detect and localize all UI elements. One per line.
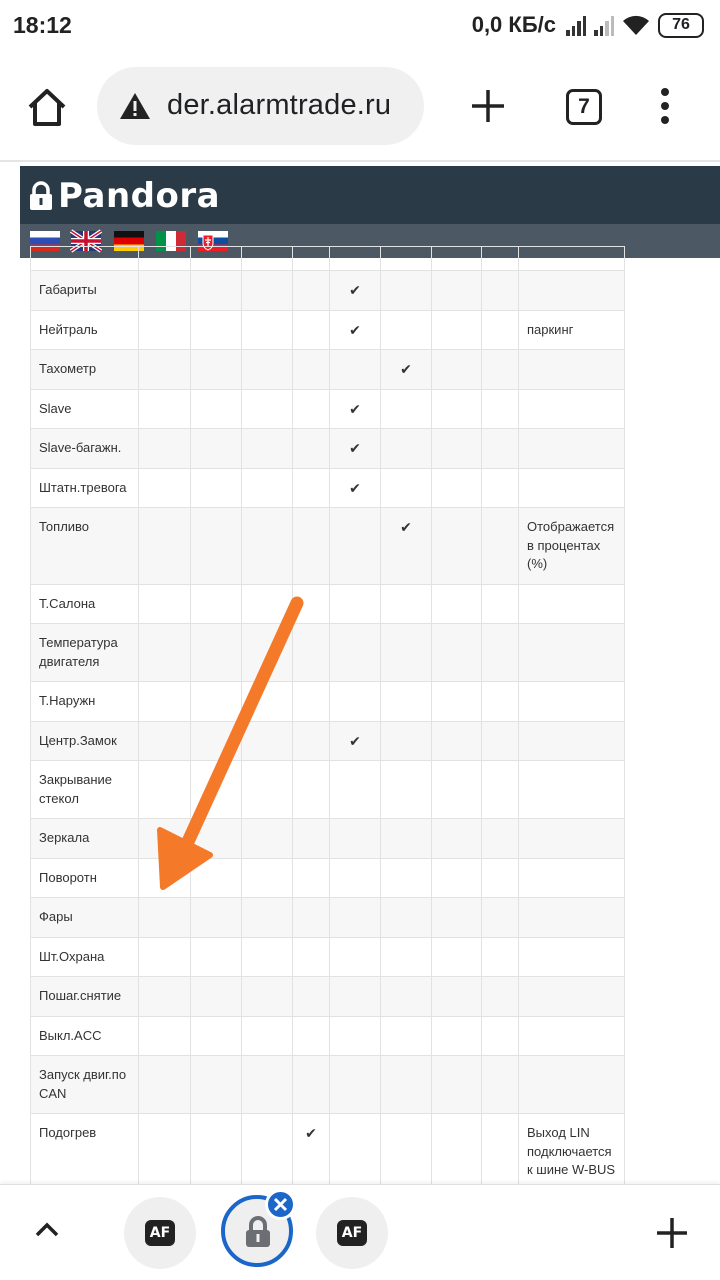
feature-name: Пошаг.снятие [31, 977, 139, 1017]
empty-cell [381, 1016, 432, 1056]
empty-cell [191, 350, 242, 390]
empty-cell [330, 247, 381, 271]
table-row [31, 1114, 625, 1191]
empty-cell [432, 584, 482, 624]
empty-cell [293, 624, 330, 682]
empty-cell [432, 858, 482, 898]
empty-cell [242, 858, 293, 898]
feature-note [519, 1056, 625, 1114]
empty-cell [293, 468, 330, 508]
empty-cell [330, 761, 381, 819]
empty-cell [139, 1114, 191, 1191]
feature-name: Тахометр [31, 350, 139, 390]
feature-note [519, 429, 625, 469]
empty-cell [293, 584, 330, 624]
close-icon [273, 1197, 288, 1212]
empty-cell [432, 721, 482, 761]
empty-cell [293, 1056, 330, 1114]
empty-cell [330, 682, 381, 722]
empty-cell [482, 898, 519, 938]
empty-cell [432, 389, 482, 429]
empty-cell [139, 858, 191, 898]
empty-cell [381, 310, 432, 350]
empty-cell [293, 858, 330, 898]
empty-cell [242, 1056, 293, 1114]
empty-cell [482, 310, 519, 350]
empty-cell [293, 682, 330, 722]
lock-icon [244, 1215, 272, 1249]
empty-cell [293, 389, 330, 429]
empty-cell [432, 624, 482, 682]
feature-note [519, 350, 625, 390]
empty-cell [293, 937, 330, 977]
check-icon: ✔ [330, 429, 381, 469]
feature-note [519, 858, 625, 898]
empty-cell [191, 898, 242, 938]
feature-name: Температура двигателя [31, 624, 139, 682]
empty-cell [242, 937, 293, 977]
empty-cell [293, 977, 330, 1017]
empty-cell [482, 584, 519, 624]
empty-cell [139, 310, 191, 350]
empty-cell [191, 937, 242, 977]
check-icon: ✔ [330, 310, 381, 350]
empty-cell [432, 429, 482, 469]
table-row [31, 858, 625, 898]
chevron-up-icon[interactable] [32, 1215, 62, 1245]
empty-cell [432, 898, 482, 938]
feature-note [519, 682, 625, 722]
empty-cell [381, 247, 432, 271]
tab-chip-3[interactable] [316, 1197, 388, 1269]
table-row [31, 271, 625, 311]
empty-cell [482, 624, 519, 682]
empty-cell [330, 977, 381, 1017]
empty-cell [139, 247, 191, 271]
empty-cell [191, 468, 242, 508]
feature-note [519, 271, 625, 311]
empty-cell [381, 858, 432, 898]
battery-indicator: 76 [658, 13, 704, 38]
empty-cell [482, 858, 519, 898]
table-row [31, 350, 625, 390]
empty-cell [242, 682, 293, 722]
feature-note: Отображается в процентах (%) [519, 508, 625, 585]
empty-cell [381, 819, 432, 859]
empty-cell [381, 429, 432, 469]
empty-cell [482, 937, 519, 977]
empty-cell [330, 858, 381, 898]
empty-cell [432, 1056, 482, 1114]
empty-cell [191, 858, 242, 898]
more-menu-icon[interactable] [655, 88, 675, 128]
empty-cell [242, 721, 293, 761]
feature-name: Фары [31, 898, 139, 938]
table-row [31, 761, 625, 819]
feature-name: Т.Салона [31, 584, 139, 624]
empty-cell [381, 761, 432, 819]
check-icon: ✔ [330, 468, 381, 508]
empty-cell [381, 937, 432, 977]
empty-cell [330, 1016, 381, 1056]
empty-cell [482, 761, 519, 819]
empty-cell [381, 898, 432, 938]
table-row [31, 624, 625, 682]
empty-cell [191, 1016, 242, 1056]
empty-cell [191, 624, 242, 682]
empty-cell [482, 271, 519, 311]
empty-cell [191, 247, 242, 271]
site-header [20, 166, 720, 224]
empty-cell [482, 977, 519, 1017]
empty-cell [191, 761, 242, 819]
feature-name: Шт.Охрана [31, 937, 139, 977]
empty-cell [191, 819, 242, 859]
empty-cell [191, 584, 242, 624]
feature-name: Закрывание стекол [31, 761, 139, 819]
table-row [31, 977, 625, 1017]
signal-icon [566, 14, 586, 36]
feature-name: Т.Наружн [31, 682, 139, 722]
feature-note [519, 937, 625, 977]
close-tab-badge[interactable] [265, 1189, 296, 1220]
empty-cell [482, 682, 519, 722]
table-row [31, 898, 625, 938]
empty-cell [330, 508, 381, 585]
add-tab-icon[interactable] [656, 1217, 688, 1249]
status-icons [472, 12, 704, 38]
empty-cell [242, 898, 293, 938]
empty-cell [242, 247, 293, 271]
empty-cell [191, 310, 242, 350]
empty-cell [191, 721, 242, 761]
feature-note [519, 761, 625, 819]
empty-cell [381, 1056, 432, 1114]
empty-cell [242, 429, 293, 469]
empty-cell [139, 819, 191, 859]
empty-cell [330, 1056, 381, 1114]
empty-cell [191, 389, 242, 429]
empty-cell [330, 937, 381, 977]
feature-note: Выход LIN подключается к шине W-BUS [519, 1114, 625, 1191]
table-row [31, 721, 625, 761]
empty-cell [139, 508, 191, 585]
empty-cell [330, 819, 381, 859]
check-icon: ✔ [381, 350, 432, 390]
empty-cell [293, 247, 330, 271]
empty-cell [242, 1016, 293, 1056]
table-row [31, 682, 625, 722]
empty-cell [330, 898, 381, 938]
empty-cell [293, 1016, 330, 1056]
feature-name: Габариты [31, 271, 139, 311]
empty-cell [191, 682, 242, 722]
feature-note [519, 977, 625, 1017]
warning-icon[interactable] [119, 91, 151, 121]
empty-cell [139, 389, 191, 429]
empty-cell [482, 721, 519, 761]
signal-2-icon [594, 14, 614, 36]
feature-name: Топливо [31, 508, 139, 585]
empty-cell [242, 271, 293, 311]
empty-cell [242, 508, 293, 585]
empty-cell [330, 584, 381, 624]
empty-cell [191, 1056, 242, 1114]
feature-note [519, 247, 625, 271]
feature-name: Зеркала [31, 819, 139, 859]
empty-cell [242, 819, 293, 859]
feature-note [519, 624, 625, 682]
empty-cell [482, 1114, 519, 1191]
lock-icon [28, 181, 54, 211]
network-speed: 0,0 КБ/с [471, 12, 556, 37]
empty-cell [432, 247, 482, 271]
wifi-icon [622, 14, 650, 36]
empty-cell [432, 977, 482, 1017]
empty-cell [432, 271, 482, 311]
empty-cell [242, 584, 293, 624]
empty-cell [242, 977, 293, 1017]
af-icon: AF [145, 1220, 175, 1246]
features-table [30, 258, 626, 1186]
pandora-logo[interactable] [28, 176, 220, 216]
empty-cell [381, 682, 432, 722]
check-icon: ✔ [330, 389, 381, 429]
table-row [31, 310, 625, 350]
empty-cell [242, 350, 293, 390]
empty-cell [242, 310, 293, 350]
empty-cell [432, 508, 482, 585]
feature-note [519, 584, 625, 624]
empty-cell [432, 310, 482, 350]
empty-cell [482, 468, 519, 508]
logo-text: Pandora [58, 176, 221, 216]
empty-cell [139, 977, 191, 1017]
feature-note [519, 1016, 625, 1056]
check-icon: ✔ [381, 508, 432, 585]
empty-cell [139, 1016, 191, 1056]
empty-cell [381, 584, 432, 624]
empty-cell [330, 1114, 381, 1191]
empty-cell [139, 468, 191, 508]
table-row [31, 389, 625, 429]
feature-note: паркинг [519, 310, 625, 350]
empty-cell [293, 350, 330, 390]
feature-name: Slave-багажн. [31, 429, 139, 469]
empty-cell [381, 1114, 432, 1191]
empty-cell [139, 682, 191, 722]
feature-note [519, 721, 625, 761]
empty-cell [432, 468, 482, 508]
table-row [31, 1056, 625, 1114]
empty-cell [432, 761, 482, 819]
bottom-tab-bar [0, 1184, 720, 1280]
empty-cell [293, 819, 330, 859]
empty-cell [381, 977, 432, 1017]
empty-cell [293, 429, 330, 469]
table-row [31, 429, 625, 469]
empty-cell [293, 721, 330, 761]
feature-name: Slave [31, 389, 139, 429]
empty-cell [482, 819, 519, 859]
empty-cell [482, 389, 519, 429]
empty-cell [191, 977, 242, 1017]
empty-cell [432, 682, 482, 722]
empty-cell [293, 898, 330, 938]
feature-name: Штатн.тревога [31, 468, 139, 508]
empty-cell [330, 624, 381, 682]
table-row [31, 468, 625, 508]
empty-cell [432, 350, 482, 390]
empty-cell [381, 468, 432, 508]
table-row [31, 508, 625, 585]
feature-name: Выкл.ACC [31, 1016, 139, 1056]
empty-cell [482, 1056, 519, 1114]
empty-cell [330, 350, 381, 390]
empty-cell [242, 761, 293, 819]
address-bar[interactable] [97, 67, 424, 145]
empty-cell [432, 1114, 482, 1191]
empty-cell [432, 937, 482, 977]
home-icon[interactable] [26, 86, 68, 128]
browser-toolbar [0, 52, 720, 162]
empty-cell [139, 624, 191, 682]
empty-cell [482, 350, 519, 390]
table-row [31, 819, 625, 859]
url-text[interactable]: der.alarmtrade.ru [167, 89, 392, 121]
empty-cell [191, 1114, 242, 1191]
empty-cell [242, 468, 293, 508]
empty-cell [139, 761, 191, 819]
empty-cell [381, 389, 432, 429]
empty-cell [242, 1114, 293, 1191]
empty-cell [139, 429, 191, 469]
check-icon: ✔ [330, 271, 381, 311]
status-time: 18:12 [13, 12, 72, 38]
empty-cell [293, 271, 330, 311]
empty-cell [191, 508, 242, 585]
empty-cell [482, 1016, 519, 1056]
feature-name: Подогрев [31, 1114, 139, 1191]
empty-cell [482, 247, 519, 271]
table-row [31, 584, 625, 624]
feature-note [519, 819, 625, 859]
empty-cell [191, 429, 242, 469]
check-icon: ✔ [330, 721, 381, 761]
empty-cell [432, 819, 482, 859]
empty-cell [242, 624, 293, 682]
empty-cell [191, 271, 242, 311]
empty-cell [242, 389, 293, 429]
feature-note [519, 389, 625, 429]
empty-cell [482, 429, 519, 469]
af-icon: AF [337, 1220, 367, 1246]
table-row [31, 1016, 625, 1056]
empty-cell [139, 1056, 191, 1114]
empty-cell [381, 721, 432, 761]
empty-cell [293, 310, 330, 350]
table-row [31, 247, 625, 271]
feature-note [519, 468, 625, 508]
empty-cell [139, 721, 191, 761]
feature-name: Центр.Замок [31, 721, 139, 761]
feature-name: Запуск двиг.по CAN [31, 1056, 139, 1114]
empty-cell [432, 1016, 482, 1056]
feature-note [519, 898, 625, 938]
empty-cell [482, 508, 519, 585]
empty-cell [139, 898, 191, 938]
feature-name: Нейтраль [31, 310, 139, 350]
empty-cell [381, 271, 432, 311]
tab-switcher-button[interactable]: 7 [566, 89, 602, 125]
check-icon: ✔ [293, 1114, 330, 1191]
empty-cell [293, 508, 330, 585]
table-row [31, 937, 625, 977]
empty-cell [293, 761, 330, 819]
status-bar [0, 0, 720, 52]
empty-cell [139, 350, 191, 390]
empty-cell [139, 937, 191, 977]
feature-name: Поворотн [31, 858, 139, 898]
tab-chip-1[interactable] [124, 1197, 196, 1269]
empty-cell [139, 584, 191, 624]
empty-cell [139, 271, 191, 311]
feature-name [31, 247, 139, 271]
new-tab-icon[interactable] [470, 88, 506, 124]
empty-cell [381, 624, 432, 682]
